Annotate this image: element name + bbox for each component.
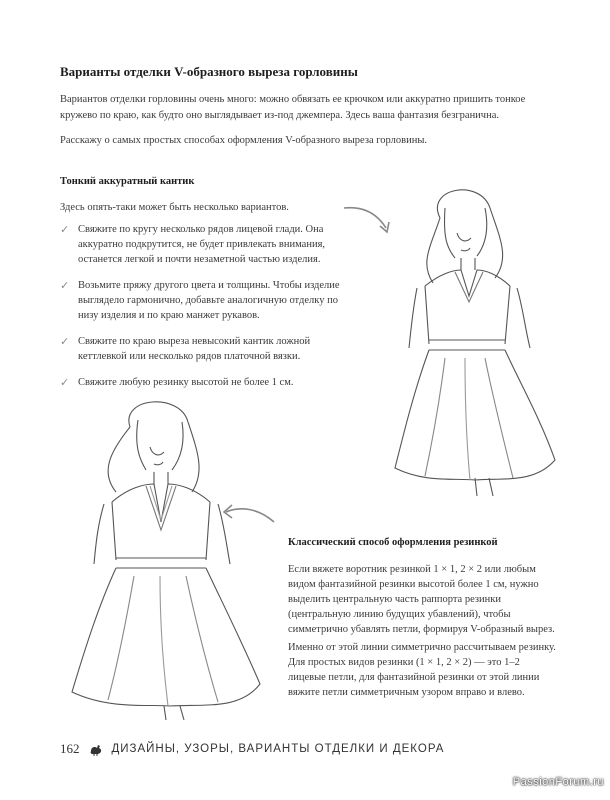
dress-sketch-right [385,178,565,498]
dress-sketch-left [60,392,270,722]
hen-icon [89,743,103,756]
page-number: 162 [60,741,80,756]
list-item: ✓ Свяжите по кругу несколько рядов лицевой глади. Она аккуратно подкрутится, не будет привлекать внимания, останется легкой и почти незаметной частью изделия. [60,224,326,265]
subsection-lead: Здесь опять-таки может быть несколько вариантов. [60,202,289,213]
tips-list [60,222,350,401]
check-icon: ✓ [60,377,70,389]
subsection-title-2: Классический способ оформления резинкой [288,537,498,548]
intro-paragraph-2: Расскажу о самых простых способах оформления V-образного выреза горловины. [60,135,428,146]
curved-arrow-icon [218,500,278,530]
watermark: PassionForum.ru [512,776,604,788]
check-icon: ✓ [60,224,70,236]
list-item: ✓ Возьмите пряжу другого цвета и толщины. Чтобы изделие выглядело гармонично, добавьте аналогичную отделку по низу изделия и по краю манжет рукавов. [60,280,340,321]
list-item: ✓ Свяжите любую резинку высотой не более 1 см. [60,377,294,389]
section-title: Варианты отделки V-образного выреза горловины [60,64,358,79]
check-icon: ✓ [60,336,70,348]
chapter-title: ДИЗАЙНЫ, УЗОРЫ, ВАРИАНТЫ ОТДЕЛКИ И ДЕКОРА [111,743,445,755]
intro-paragraph-1: Вариантов отделки горловины очень много: можно обвязать ее крючком или аккуратно пришить тонкое кружево по краю, как будто оно выглядывает из-под джемпера. Здесь ваша фантазия безгранична. [60,94,526,121]
page-footer [60,741,444,757]
rib-paragraph-2: Именно от этой линии симметрично рассчитываем резинку. Для простых видов резинки (1 × 1, 2 × 2) — это 1–2 лицевые петли, для фантазийной резинки от этой линии вяжите петли симметричным узором вправо и влево. [288,642,556,698]
check-icon: ✓ [60,280,70,292]
rib-paragraph-1: Если вяжете воротник резинкой 1 × 1, 2 × 2 или любым видом фантазийной резинки высотой более 1 см, нужно выделить центральную часть раппорта резинки (центральную линию будущих убавлений), чтобы симметрично убавлять петли, формируя V-образный вырез. [288,564,555,635]
subsection-title-1: Тонкий аккуратный кантик [60,176,195,187]
list-item: ✓ Свяжите по краю выреза невысокий кантик ложной кеттлевкой или несколько рядов платочной вязки. [60,336,311,362]
